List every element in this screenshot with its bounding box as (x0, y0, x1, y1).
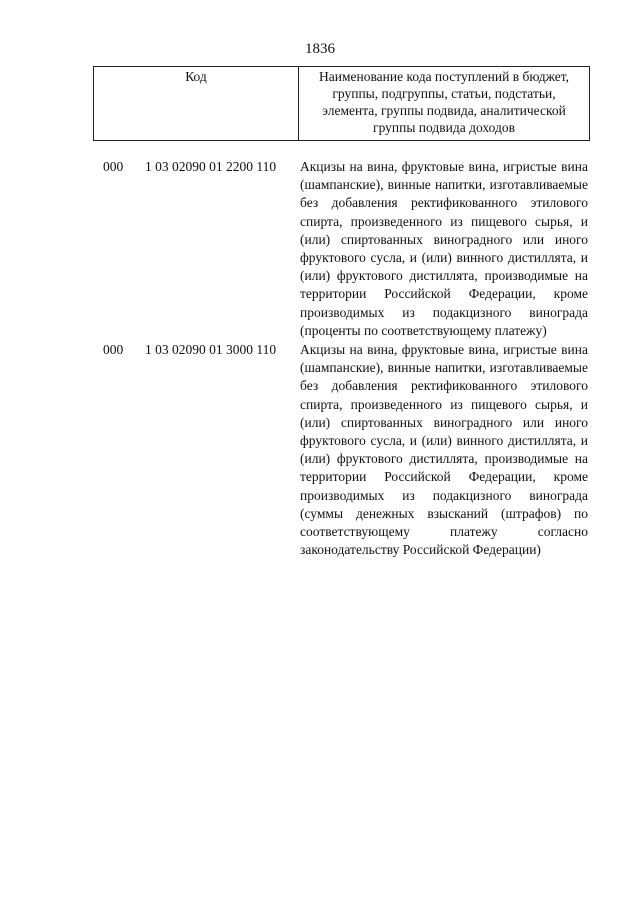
table-row (0, 158, 640, 340)
header-code-column: Код (94, 67, 299, 140)
table-row (0, 341, 640, 559)
table-header (93, 66, 590, 141)
admin-code: 000 (103, 342, 124, 358)
table-body (0, 158, 640, 560)
income-description: Акцизы на вина, фруктовые вина, игристые вина (шампанские), винные напитки, изготавливаемые без добавления ректификованного этилового спирта, произведенного из пищевого сырья, и (или) спиртованных виноградного или иного фруктового сусла, и (или) винного дистиллята, и (или) фруктового дистиллята, производимые на территории Российской Федерации, кроме производимых из подакцизного винограда (суммы денежных взысканий (штрафов) по соответствующему платежу согласно законодательству Российской Федерации) (300, 342, 588, 558)
admin-code: 000 (103, 159, 124, 174)
page-number: 1836 (305, 41, 335, 57)
income-description: Акцизы на вина, фруктовые вина, игристые вина (шампанские), винные напитки, изготавливаемые без добавления ректификованного этилового спирта, произведенного из пищевого сырья, и (или) спиртованных виноградного или иного фруктового сусла, и (или) винного дистиллята, и (или) фруктового дистиллята, производимые на территории Российской Федерации, кроме производимых из подакцизного винограда (проценты по соответствующему платежу) (300, 159, 588, 338)
income-code: 1 03 02090 01 3000 110 (145, 342, 277, 358)
income-code: 1 03 02090 01 2200 110 (145, 159, 277, 174)
header-name-column: Наименование кода поступлений в бюджет, группы, подгруппы, статьи, подстатьи, элемента, группы подвида, аналитической группы подвида доходов (318, 69, 569, 135)
